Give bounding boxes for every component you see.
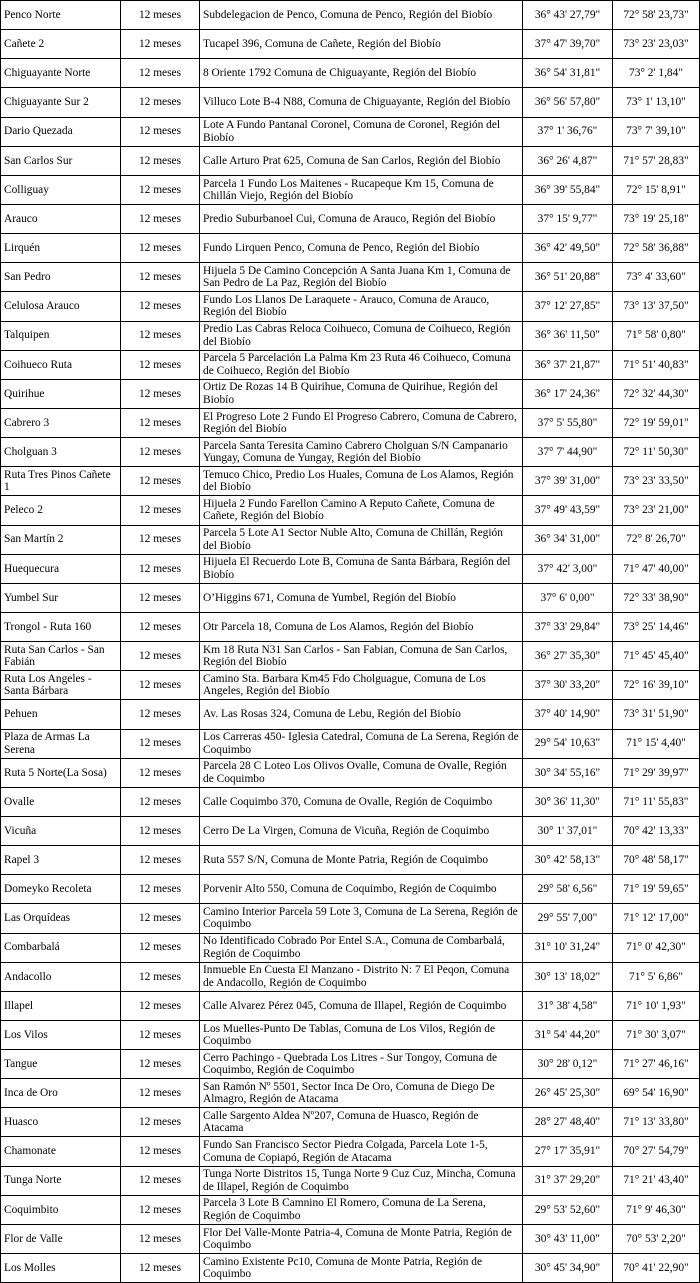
latitude-cell: 37° 33' 29,84" <box>523 612 613 641</box>
table-row <box>1 729 700 758</box>
site-name-cell: Coquimbito <box>1 1195 121 1224</box>
site-name-cell: Huequecura <box>1 554 121 583</box>
longitude-cell: 72° 15' 8,91" <box>613 175 700 204</box>
duration-cell: 12 meses <box>121 554 200 583</box>
address-cell: Calle Sargento Aldea Nº207, Comuna de Huasco, Región de Atacama <box>200 1108 523 1137</box>
latitude-cell: 30° 1' 37,01" <box>523 816 613 845</box>
address-cell: Parcela 5 Lote A1 Sector Nuble Alto, Comuna de Chillán, Región del Biobío <box>200 525 523 554</box>
address-cell: San Ramón Nº 5501, Sector Inca De Oro, Comuna de Diego De Almagro, Región de Atacama <box>200 1079 523 1108</box>
longitude-cell: 71° 30' 3,07" <box>613 1020 700 1049</box>
address-cell: O’Higgins 671, Comuna de Yumbel, Región del Biobío <box>200 583 523 612</box>
latitude-cell: 36° 42' 49,50" <box>523 234 613 263</box>
longitude-cell: 71° 5' 6,86" <box>613 962 700 991</box>
site-name-cell: Tangue <box>1 1050 121 1079</box>
site-name-cell: San Carlos Sur <box>1 146 121 175</box>
site-name-cell: Ruta Tres Pinos Cañete 1 <box>1 467 121 496</box>
latitude-cell: 36° 51' 20,88" <box>523 263 613 292</box>
duration-cell: 12 meses <box>121 612 200 641</box>
latitude-cell: 29° 53' 52,60" <box>523 1195 613 1224</box>
latitude-cell: 29° 55' 7,00" <box>523 904 613 933</box>
address-cell: Camino Existente Pc10, Comuna de Monte Patria, Región de Coquimbo <box>200 1254 523 1283</box>
table-row <box>1 1254 700 1283</box>
longitude-cell: 73° 7' 39,10" <box>613 117 700 146</box>
longitude-cell: 71° 0' 42,30" <box>613 933 700 962</box>
duration-cell: 12 meses <box>121 117 200 146</box>
longitude-cell: 71° 9' 46,30" <box>613 1195 700 1224</box>
duration-cell: 12 meses <box>121 88 200 117</box>
table-row <box>1 59 700 88</box>
longitude-cell: 72° 58' 23,73" <box>613 1 700 30</box>
longitude-cell: 73° 19' 25,18" <box>613 204 700 233</box>
duration-cell: 12 meses <box>121 1108 200 1137</box>
site-name-cell: Cabrero 3 <box>1 408 121 437</box>
address-cell: Fundo Los Llanos De Laraquete - Arauco, Comuna de Arauco, Región del Biobío <box>200 292 523 321</box>
duration-cell: 12 meses <box>121 642 200 671</box>
latitude-cell: 37° 5' 55,80" <box>523 408 613 437</box>
duration-cell: 12 meses <box>121 816 200 845</box>
address-cell: Av. Las Rosas 324, Comuna de Lebu, Región del Biobío <box>200 700 523 729</box>
longitude-cell: 72° 58' 36,88" <box>613 234 700 263</box>
latitude-cell: 31° 10' 31,24" <box>523 933 613 962</box>
address-cell: Camino Sta. Barbara Km45 Fdo Cholguague, Comuna de Los Angeles, Región del Biobío <box>200 671 523 700</box>
latitude-cell: 28° 27' 48,40" <box>523 1108 613 1137</box>
longitude-cell: 70° 48' 58,17" <box>613 846 700 875</box>
site-name-cell: Talquipen <box>1 321 121 350</box>
table-row <box>1 175 700 204</box>
address-cell: Parcela 5 Parcelación La Palma Km 23 Ruta 46 Coihueco, Comuna de Coihueco, Región del Biobío <box>200 350 523 379</box>
site-name-cell: Tunga Norte <box>1 1166 121 1195</box>
duration-cell: 12 meses <box>121 583 200 612</box>
duration-cell: 12 meses <box>121 1254 200 1283</box>
address-cell: Fundo San Francisco Sector Piedra Colgada, Parcela Lote 1-5, Comuna de Copiapó, Región de Atacama <box>200 1137 523 1166</box>
duration-cell: 12 meses <box>121 846 200 875</box>
longitude-cell: 73° 25' 14,46" <box>613 612 700 641</box>
table-row <box>1 1108 700 1137</box>
duration-cell: 12 meses <box>121 962 200 991</box>
site-name-cell: Los Vilos <box>1 1020 121 1049</box>
latitude-cell: 37° 7' 44,90" <box>523 438 613 467</box>
table-row <box>1 146 700 175</box>
latitude-cell: 29° 58' 6,56" <box>523 875 613 904</box>
table-row <box>1 1137 700 1166</box>
longitude-cell: 71° 12' 17,00" <box>613 904 700 933</box>
latitude-cell: 36° 27' 35,30" <box>523 642 613 671</box>
address-cell: Subdelegacion de Penco, Comuna de Penco, Región del Biobío <box>200 1 523 30</box>
longitude-cell: 73° 23' 21,00" <box>613 496 700 525</box>
longitude-cell: 69° 54' 16,90" <box>613 1079 700 1108</box>
address-cell: Ruta 557 S/N, Comuna de Monte Patria, Región de Coquimbo <box>200 846 523 875</box>
address-cell: Lote A Fundo Pantanal Coronel, Comuna de Coronel, Región del Biobío <box>200 117 523 146</box>
longitude-cell: 71° 45' 45,40" <box>613 642 700 671</box>
duration-cell: 12 meses <box>121 758 200 787</box>
site-name-cell: Flor de Valle <box>1 1224 121 1253</box>
duration-cell: 12 meses <box>121 729 200 758</box>
table-row <box>1 263 700 292</box>
table-row <box>1 1166 700 1195</box>
longitude-cell: 71° 58' 0,80" <box>613 321 700 350</box>
latitude-cell: 30° 28' 0,12" <box>523 1050 613 1079</box>
sites-table-body <box>1 1 700 1283</box>
longitude-cell: 72° 32' 44,30" <box>613 379 700 408</box>
site-name-cell: Andacollo <box>1 962 121 991</box>
table-row <box>1 88 700 117</box>
latitude-cell: 36° 43' 27,79" <box>523 1 613 30</box>
address-cell: No Identificado Cobrado Por Entel S.A., Comuna de Combarbalá, Región de Coquimbo <box>200 933 523 962</box>
longitude-cell: 71° 10' 1,93" <box>613 991 700 1020</box>
site-name-cell: Las Orquídeas <box>1 904 121 933</box>
longitude-cell: 72° 33' 38,90" <box>613 583 700 612</box>
site-name-cell: Colliguay <box>1 175 121 204</box>
table-row <box>1 1079 700 1108</box>
site-name-cell: Ruta San Carlos - San Fabián <box>1 642 121 671</box>
duration-cell: 12 meses <box>121 59 200 88</box>
latitude-cell: 36° 54' 31,81" <box>523 59 613 88</box>
longitude-cell: 72° 19' 59,01" <box>613 408 700 437</box>
address-cell: Fundo Lirquen Penco, Comuna de Penco, Región del Biobío <box>200 234 523 263</box>
latitude-cell: 36° 26' 4,87" <box>523 146 613 175</box>
longitude-cell: 73° 31' 51,90" <box>613 700 700 729</box>
table-row <box>1 350 700 379</box>
site-name-cell: Dario Quezada <box>1 117 121 146</box>
latitude-cell: 30° 13' 18,02" <box>523 962 613 991</box>
table-row <box>1 117 700 146</box>
table-row <box>1 816 700 845</box>
address-cell: 8 Oriente 1792 Comuna de Chiguayante, Región del Biobío <box>200 59 523 88</box>
table-row <box>1 467 700 496</box>
duration-cell: 12 meses <box>121 875 200 904</box>
duration-cell: 12 meses <box>121 263 200 292</box>
duration-cell: 12 meses <box>121 1224 200 1253</box>
site-name-cell: Los Molles <box>1 1254 121 1283</box>
duration-cell: 12 meses <box>121 1195 200 1224</box>
site-name-cell: Cañete 2 <box>1 30 121 59</box>
latitude-cell: 37° 42' 3,00" <box>523 554 613 583</box>
duration-cell: 12 meses <box>121 175 200 204</box>
longitude-cell: 71° 19' 59,65" <box>613 875 700 904</box>
latitude-cell: 31° 54' 44,20" <box>523 1020 613 1049</box>
longitude-cell: 70° 41' 22,90" <box>613 1254 700 1283</box>
longitude-cell: 73° 4' 33,60" <box>613 263 700 292</box>
longitude-cell: 71° 57' 28,83" <box>613 146 700 175</box>
latitude-cell: 36° 56' 57,80" <box>523 88 613 117</box>
longitude-cell: 72° 11' 50,30" <box>613 438 700 467</box>
latitude-cell: 30° 36' 11,30" <box>523 787 613 816</box>
longitude-cell: 73° 23' 23,03" <box>613 30 700 59</box>
table-row <box>1 642 700 671</box>
latitude-cell: 30° 34' 55,16" <box>523 758 613 787</box>
address-cell: Parcela 3 Lote B Camnino El Romero, Comuna de La Serena, Región de Coquimbo <box>200 1195 523 1224</box>
site-name-cell: Pehuen <box>1 700 121 729</box>
table-row <box>1 583 700 612</box>
latitude-cell: 36° 37' 21,87" <box>523 350 613 379</box>
table-row <box>1 612 700 641</box>
site-name-cell: Coihueco Ruta <box>1 350 121 379</box>
duration-cell: 12 meses <box>121 525 200 554</box>
table-row <box>1 1 700 30</box>
duration-cell: 12 meses <box>121 30 200 59</box>
latitude-cell: 37° 6' 0,00" <box>523 583 613 612</box>
latitude-cell: 29° 54' 10,63" <box>523 729 613 758</box>
site-name-cell: Arauco <box>1 204 121 233</box>
latitude-cell: 31° 38' 4,58" <box>523 991 613 1020</box>
latitude-cell: 37° 15' 9,77" <box>523 204 613 233</box>
table-row <box>1 700 700 729</box>
duration-cell: 12 meses <box>121 379 200 408</box>
address-cell: Camino Interior Parcela 59 Lote 3, Comuna de La Serena, Región de Coquimbo <box>200 904 523 933</box>
address-cell: Predio Las Cabras Reloca Coihueco, Comuna de Coihueco, Región del Biobío <box>200 321 523 350</box>
duration-cell: 12 meses <box>121 1079 200 1108</box>
table-row <box>1 787 700 816</box>
longitude-cell: 73° 23' 33,50" <box>613 467 700 496</box>
table-row <box>1 671 700 700</box>
table-row <box>1 846 700 875</box>
address-cell: Parcela Santa Teresita Camino Cabrero Cholguan S/N Campanario Yungay, Comuna de Yungay, Región del Biobío <box>200 438 523 467</box>
duration-cell: 12 meses <box>121 904 200 933</box>
longitude-cell: 71° 13' 33,80" <box>613 1108 700 1137</box>
latitude-cell: 37° 40' 14,90" <box>523 700 613 729</box>
latitude-cell: 36° 39' 55,84" <box>523 175 613 204</box>
longitude-cell: 70° 42' 13,33" <box>613 816 700 845</box>
address-cell: Hijuela El Recuerdo Lote B, Comuna de Santa Bárbara, Región del Biobío <box>200 554 523 583</box>
longitude-cell: 71° 11' 55,83" <box>613 787 700 816</box>
duration-cell: 12 meses <box>121 408 200 437</box>
duration-cell: 12 meses <box>121 1020 200 1049</box>
longitude-cell: 72° 16' 39,10" <box>613 671 700 700</box>
address-cell: Ortiz De Rozas 14 B Quirihue, Comuna de Quirihue, Región del Biobío <box>200 379 523 408</box>
address-cell: Los Muelles-Punto De Tablas, Comuna de Los Vilos, Región de Coquimbo <box>200 1020 523 1049</box>
address-cell: Inmueble En Cuesta El Manzano - Distrito N: 7 El Peqon, Comuna de Andacollo, Región de Coquimbo <box>200 962 523 991</box>
table-row <box>1 933 700 962</box>
site-name-cell: Peleco 2 <box>1 496 121 525</box>
latitude-cell: 30° 42' 58,13" <box>523 846 613 875</box>
address-cell: Temuco Chico, Predio Los Huales, Comuna de Los Alamos, Región del Biobío <box>200 467 523 496</box>
table-row <box>1 234 700 263</box>
address-cell: Hijuela 5 De Camino Concepción A Santa Juana Km 1, Comuna de San Pedro de La Paz, Región del Biobío <box>200 263 523 292</box>
site-name-cell: Lirquén <box>1 234 121 263</box>
duration-cell: 12 meses <box>121 321 200 350</box>
site-name-cell: Ovalle <box>1 787 121 816</box>
table-row <box>1 758 700 787</box>
site-name-cell: Chiguayante Sur 2 <box>1 88 121 117</box>
address-cell: Cerro Pachingo - Quebrada Los Litres - Sur Tongoy, Comuna de Coquimbo, Región de Coquimbo <box>200 1050 523 1079</box>
latitude-cell: 37° 30' 33,20" <box>523 671 613 700</box>
duration-cell: 12 meses <box>121 787 200 816</box>
address-cell: Parcela 28 C Loteo Los Olivos Ovalle, Comuna de Ovalle, Región de Coquimbo <box>200 758 523 787</box>
table-row <box>1 321 700 350</box>
duration-cell: 12 meses <box>121 234 200 263</box>
duration-cell: 12 meses <box>121 991 200 1020</box>
latitude-cell: 37° 12' 27,85" <box>523 292 613 321</box>
duration-cell: 12 meses <box>121 204 200 233</box>
duration-cell: 12 meses <box>121 292 200 321</box>
duration-cell: 12 meses <box>121 671 200 700</box>
site-name-cell: Ruta Los Angeles - Santa Bárbara <box>1 671 121 700</box>
site-name-cell: Domeyko Recoleta <box>1 875 121 904</box>
site-name-cell: Trongol - Ruta 160 <box>1 612 121 641</box>
duration-cell: 12 meses <box>121 467 200 496</box>
longitude-cell: 73° 1' 13,10" <box>613 88 700 117</box>
longitude-cell: 71° 47' 40,00" <box>613 554 700 583</box>
duration-cell: 12 meses <box>121 933 200 962</box>
latitude-cell: 27° 17' 35,91" <box>523 1137 613 1166</box>
site-name-cell: Cholguan 3 <box>1 438 121 467</box>
address-cell: Calle Alvarez Pérez 045, Comuna de Illapel, Región de Coquimbo <box>200 991 523 1020</box>
table-row <box>1 1224 700 1253</box>
address-cell: Villuco Lote B-4 N88, Comuna de Chiguayante, Región del Biobío <box>200 88 523 117</box>
duration-cell: 12 meses <box>121 350 200 379</box>
longitude-cell: 71° 51' 40,83" <box>613 350 700 379</box>
address-cell: Otr Parcela 18, Comuna de Los Alamos, Región del Biobío <box>200 612 523 641</box>
table-row <box>1 496 700 525</box>
duration-cell: 12 meses <box>121 496 200 525</box>
table-row <box>1 30 700 59</box>
address-cell: Hijuela 2 Fundo Farellon Camino A Reputo Cañete, Comuna de Cañete, Región del Biobío <box>200 496 523 525</box>
latitude-cell: 26° 45' 25,30" <box>523 1079 613 1108</box>
address-cell: El Progreso Lote 2 Fundo El Progreso Cabrero, Comuna de Cabrero, Región del Biobío <box>200 408 523 437</box>
duration-cell: 12 meses <box>121 1137 200 1166</box>
table-row <box>1 991 700 1020</box>
table-row <box>1 292 700 321</box>
site-name-cell: Inca de Oro <box>1 1079 121 1108</box>
address-cell: Tucapel 396, Comuna de Cañete, Región del Biobío <box>200 30 523 59</box>
longitude-cell: 71° 27' 46,16" <box>613 1050 700 1079</box>
table-row <box>1 379 700 408</box>
latitude-cell: 36° 36' 11,50" <box>523 321 613 350</box>
address-cell: Tunga Norte Distritos 15, Tunga Norte 9 Cuz Cuz, Mincha, Comuna de Illapel, Región de Coquimbo <box>200 1166 523 1195</box>
address-cell: Km 18 Ruta N31 San Carlos - San Fabian, Comuna de San Carlos, Región del Biobío <box>200 642 523 671</box>
longitude-cell: 70° 53' 2,20" <box>613 1224 700 1253</box>
table-row <box>1 438 700 467</box>
site-name-cell: Celulosa Arauco <box>1 292 121 321</box>
table-row <box>1 525 700 554</box>
table-row <box>1 204 700 233</box>
address-cell: Los Carreras 450- Iglesia Catedral, Comuna de La Serena, Región de Coquimbo <box>200 729 523 758</box>
longitude-cell: 73° 13' 37,50" <box>613 292 700 321</box>
longitude-cell: 71° 21' 43,40" <box>613 1166 700 1195</box>
duration-cell: 12 meses <box>121 146 200 175</box>
address-cell: Cerro De La Virgen, Comuna de Vicuña, Región de Coquimbo <box>200 816 523 845</box>
latitude-cell: 30° 45' 34,90" <box>523 1254 613 1283</box>
table-row <box>1 904 700 933</box>
site-name-cell: San Pedro <box>1 263 121 292</box>
table-row <box>1 875 700 904</box>
table-row <box>1 1050 700 1079</box>
site-name-cell: Plaza de Armas La Serena <box>1 729 121 758</box>
duration-cell: 12 meses <box>121 1050 200 1079</box>
site-name-cell: Vicuña <box>1 816 121 845</box>
site-name-cell: Combarbalá <box>1 933 121 962</box>
longitude-cell: 73° 2' 1,84" <box>613 59 700 88</box>
longitude-cell: 72° 8' 26,70" <box>613 525 700 554</box>
address-cell: Calle Coquimbo 370, Comuna de Ovalle, Región de Coquimbo <box>200 787 523 816</box>
site-name-cell: Quirihue <box>1 379 121 408</box>
site-name-cell: Huasco <box>1 1108 121 1137</box>
address-cell: Predio Suburbanoel Cui, Comuna de Arauco, Región del Biobío <box>200 204 523 233</box>
latitude-cell: 31° 37' 29,20" <box>523 1166 613 1195</box>
site-name-cell: Penco Norte <box>1 1 121 30</box>
address-cell: Parcela 1 Fundo Los Maitenes - Rucapeque Km 15, Comuna de Chillán Viejo, Región del Biobío <box>200 175 523 204</box>
duration-cell: 12 meses <box>121 1166 200 1195</box>
address-cell: Flor Del Valle-Monte Patria-4, Comuna de Monte Patria, Región de Coquimbo <box>200 1224 523 1253</box>
address-cell: Calle Arturo Prat 625, Comuna de San Carlos, Región del Biobío <box>200 146 523 175</box>
latitude-cell: 37° 49' 43,59" <box>523 496 613 525</box>
latitude-cell: 30° 43' 11,00" <box>523 1224 613 1253</box>
table-row <box>1 554 700 583</box>
latitude-cell: 37° 39' 31,00" <box>523 467 613 496</box>
site-name-cell: Chamonate <box>1 1137 121 1166</box>
duration-cell: 12 meses <box>121 438 200 467</box>
longitude-cell: 71° 15' 4,40" <box>613 729 700 758</box>
site-name-cell: Chiguayante Norte <box>1 59 121 88</box>
address-cell: Porvenir Alto 550, Comuna de Coquimbo, Región de Coquimbo <box>200 875 523 904</box>
site-name-cell: Illapel <box>1 991 121 1020</box>
latitude-cell: 37° 1' 36,76" <box>523 117 613 146</box>
table-row <box>1 1020 700 1049</box>
site-name-cell: San Martín 2 <box>1 525 121 554</box>
longitude-cell: 71° 29' 39,97" <box>613 758 700 787</box>
site-name-cell: Yumbel Sur <box>1 583 121 612</box>
table-row <box>1 408 700 437</box>
site-name-cell: Ruta 5 Norte(La Sosa) <box>1 758 121 787</box>
duration-cell: 12 meses <box>121 700 200 729</box>
latitude-cell: 36° 17' 24,36" <box>523 379 613 408</box>
duration-cell: 12 meses <box>121 1 200 30</box>
table-row <box>1 1195 700 1224</box>
table-row <box>1 962 700 991</box>
site-name-cell: Rapel 3 <box>1 846 121 875</box>
latitude-cell: 36° 34' 31,00" <box>523 525 613 554</box>
latitude-cell: 37° 47' 39,70" <box>523 30 613 59</box>
longitude-cell: 70° 27' 54,79" <box>613 1137 700 1166</box>
